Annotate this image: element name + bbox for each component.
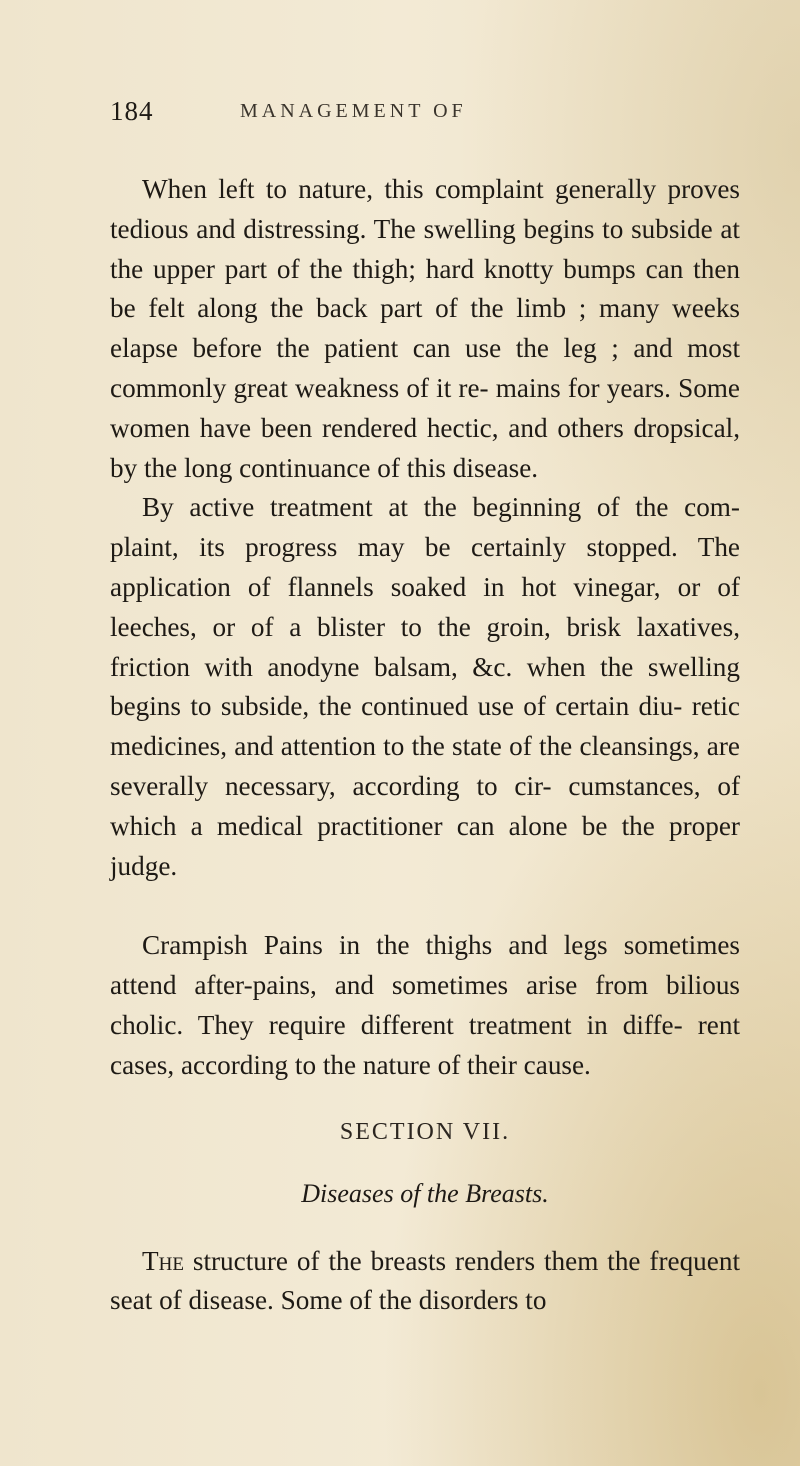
section-opening-word: The <box>142 1245 184 1276</box>
page-header <box>110 96 730 136</box>
paragraph-crampish-pains: Crampish Pains in the thighs and legs sometimes attend after-pains, and sometimes arise from bilious cholic. They require different treatment in diffe- rent cases, according to the nature of their cause. <box>110 930 740 1080</box>
section-subheading: Diseases of the Breasts. <box>301 1178 549 1208</box>
running-head: MANAGEMENT OF <box>240 100 467 122</box>
section-opening-text: structure of the breasts renders them the frequent seat of disease. Some of the disorders to <box>110 1245 740 1316</box>
paragraph-breasts-structure <box>110 1242 740 1322</box>
body-text <box>110 170 740 1321</box>
section-heading: SECTION VII. <box>339 1118 511 1145</box>
paragraph-left-to-nature: When left to nature, this complaint generally proves tedious and distressing. The swelling begins to subside at the upper part of the thigh; hard knotty bumps can then be felt along the back part of the limb ; many weeks elapse before the patient can use the leg ; and most commonly great weakness of it re- mains for years. Some women have been rendered hectic, and others dropsical, by the long continuance of this disease. <box>110 174 740 483</box>
paragraph-active-treatment: By active treatment at the beginning of the com- plaint, its progress may be certainly stopped. The application of flannels soaked in hot vinegar, or of leeches, or of a blister to the groin, brisk laxatives, friction with anodyne balsam, &c. when the swelling begins to subside, the continued use of certain diu- retic medicines, and attention to the state of the cleansings, are severally necessary, according to cir- cumstances, of which a medical practitioner can alone be the proper judge. <box>110 492 740 881</box>
paragraph-gap <box>110 886 740 926</box>
page-number: 184 <box>110 96 154 126</box>
